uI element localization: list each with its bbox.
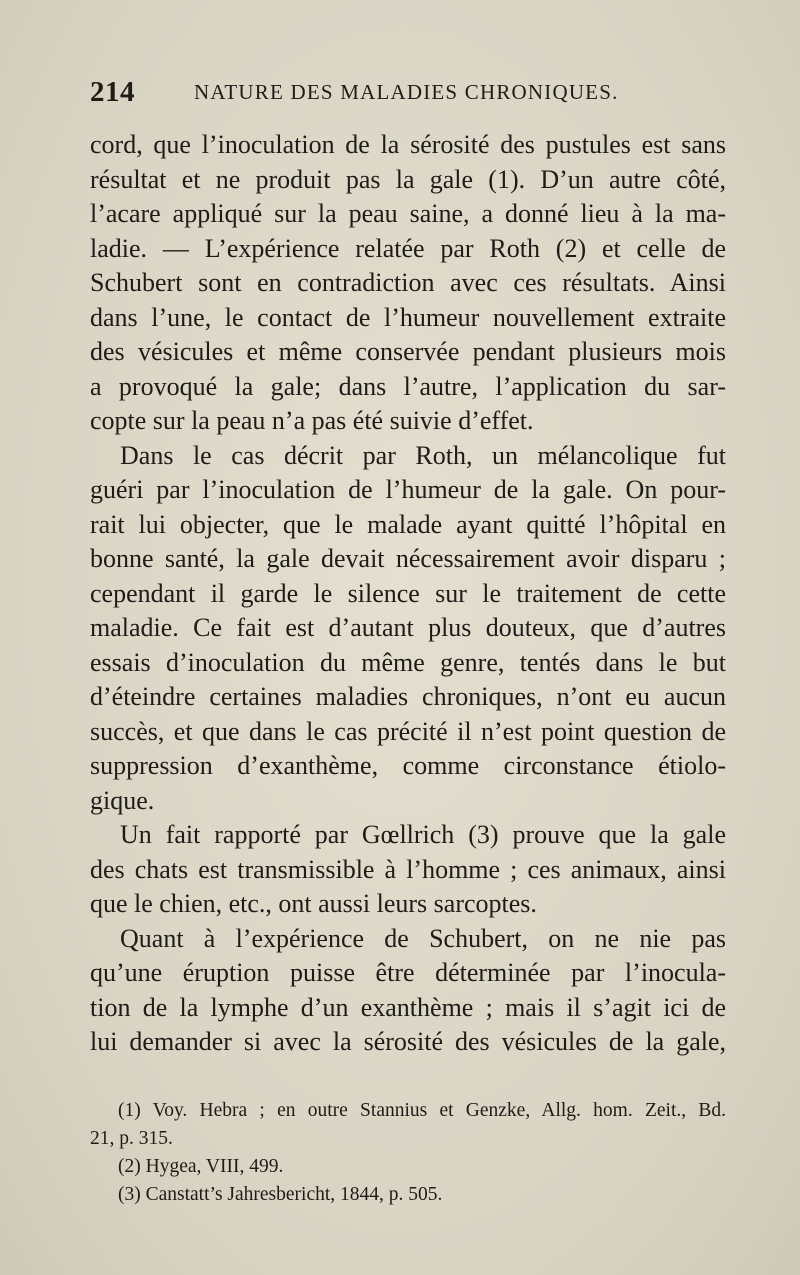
- page-number: 214: [90, 76, 135, 108]
- text-line: cord, que l’inoculation de la sérosité des pustules est sans: [90, 130, 726, 159]
- text-line: copte sur la peau n’a pas été suivie d’effet.: [90, 406, 534, 435]
- text-line: des vésicules et même conservée pendant plusieurs mois: [90, 337, 726, 366]
- text-line: dans l’une, le contact de l’humeur nouvellement extraite: [90, 302, 726, 332]
- running-title: NATURE DES MALADIES CHRONIQUES.: [194, 80, 619, 104]
- footnotes: [90, 1097, 726, 1209]
- text-line: ladie. — L’expérience relatée par Roth (2) et celle de: [90, 233, 726, 263]
- text-line: Dans le cas décrit par Roth, un mélancolique fut: [120, 440, 726, 470]
- text-line: d’éteindre certaines maladies chroniques, n’ont eu aucun: [90, 682, 726, 711]
- text-line: l’acare appliqué sur la peau saine, a donné lieu à la ma-: [90, 199, 726, 228]
- text-line: rait lui objecter, que le malade ayant quitté l’hôpital en: [90, 509, 726, 539]
- text-line: gique.: [90, 785, 155, 815]
- text-line: résultat et ne produit pas la gale (1). D’un autre côté,: [90, 164, 726, 194]
- text-line: essais d’inoculation du même genre, tentés dans le but: [90, 647, 726, 677]
- footnote-line: 21, p. 315.: [90, 1128, 173, 1149]
- footnote-line: (3) Canstatt’s Jahresbericht, 1844, p. 505.: [118, 1184, 443, 1205]
- text-line: que le chien, etc., ont aussi leurs sarcoptes.: [90, 889, 537, 918]
- text-line: Un fait rapporté par Gœllrich (3) prouve que la gale: [120, 820, 726, 849]
- text-line: succès, et que dans le cas précité il n’est point question de: [90, 716, 726, 746]
- text-line: guéri par l’inoculation de l’humeur de la gale. On pour-: [90, 475, 726, 504]
- text-line: a provoqué la gale; dans l’autre, l’application du sar-: [90, 371, 726, 401]
- text-line: des chats est transmissible à l’homme ; ces animaux, ainsi: [90, 854, 726, 884]
- footnote-line: (1) Voy. Hebra ; en outre Stannius et Genzke, Allg. hom. Zeit., Bd.: [118, 1100, 726, 1121]
- text-line: bonne santé, la gale devait nécessairement avoir disparu ;: [90, 544, 726, 573]
- text-line: maladie. Ce fait est d’autant plus douteux, que d’autres: [90, 613, 726, 642]
- text-line: lui demander si avec la sérosité des vésicules de la gale,: [90, 1027, 726, 1056]
- text-line: Quant à l’expérience de Schubert, on ne nie pas: [120, 923, 726, 953]
- running-header: [90, 76, 730, 109]
- text-line: cependant il garde le silence sur le traitement de cette: [90, 578, 726, 608]
- text-line: qu’une éruption puisse être déterminée par l’inocula-: [90, 958, 726, 987]
- footnote-line: (2) Hygea, VIII, 499.: [118, 1156, 284, 1177]
- text-line: tion de la lymphe d’un exanthème ; mais il s’agit ici de: [90, 992, 726, 1022]
- body-text: [90, 128, 726, 1060]
- text-line: suppression d’exanthème, comme circonstance étiolo-: [90, 751, 726, 780]
- text-line: Schubert sont en contradiction avec ces résultats. Ainsi: [90, 268, 726, 297]
